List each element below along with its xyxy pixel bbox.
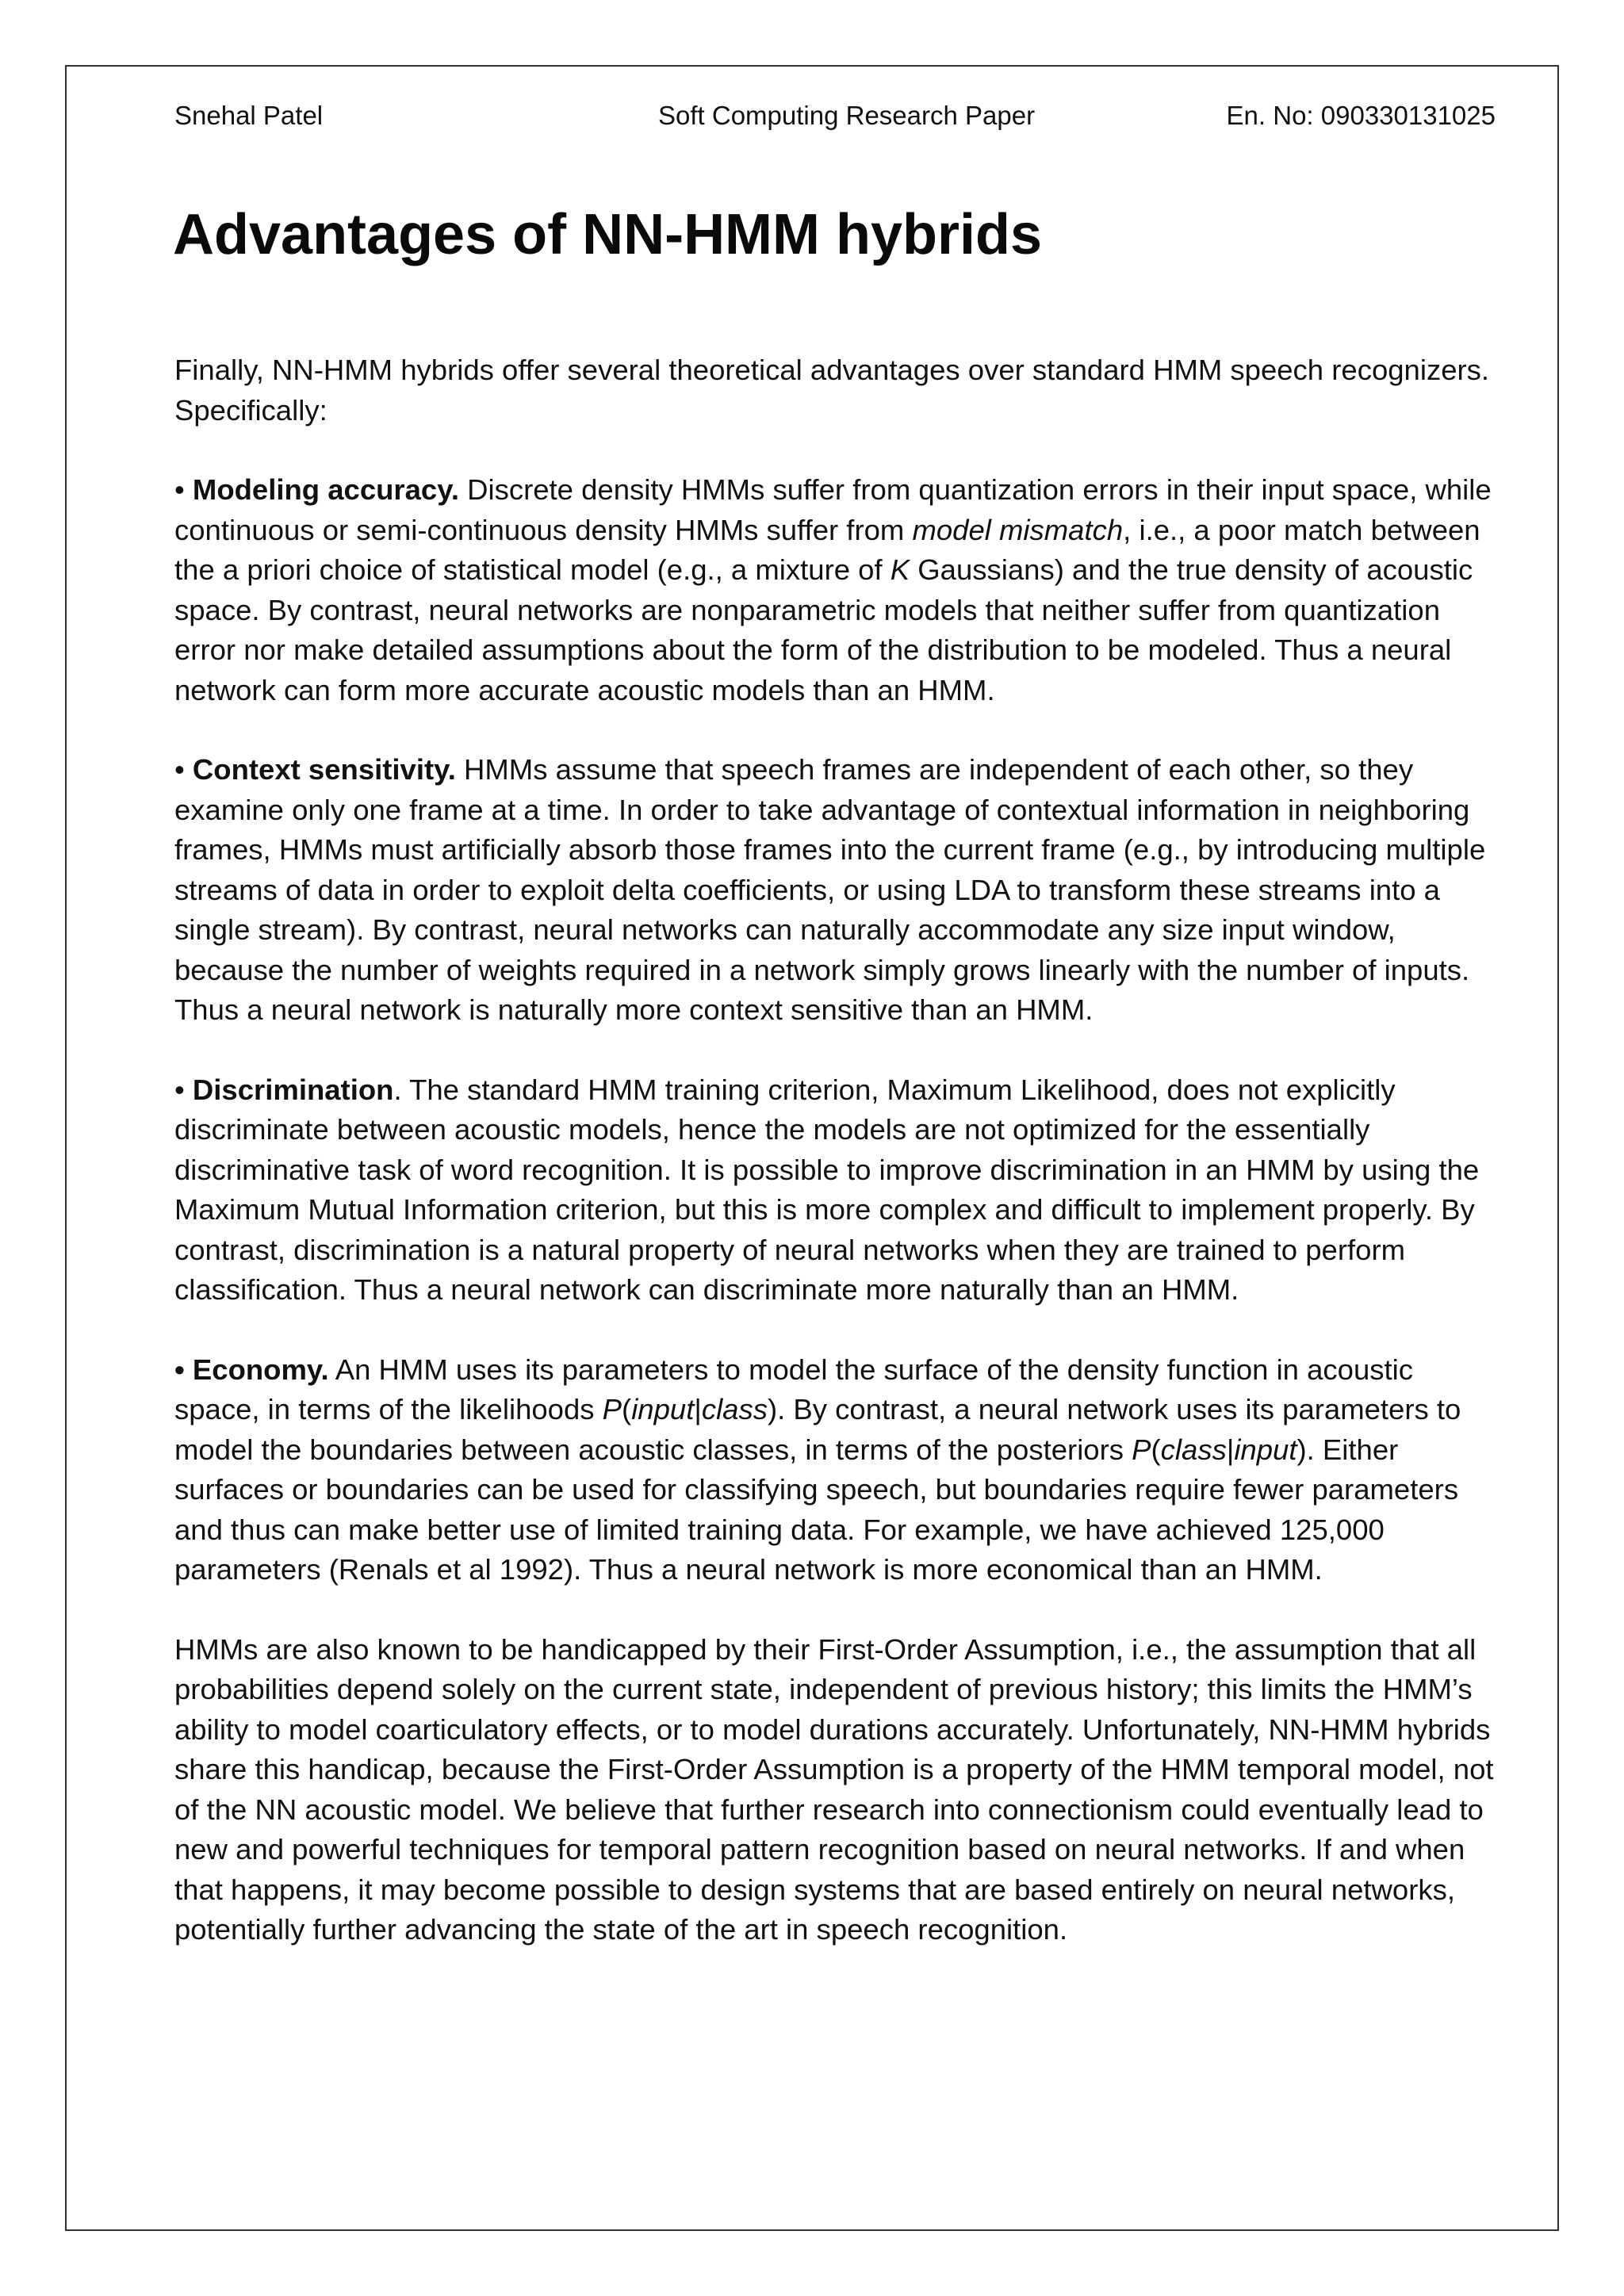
point-text: ( — [1151, 1433, 1161, 1466]
emphasis: model mismatch — [912, 513, 1124, 546]
conclusion-paragraph: HMMs are also known to be handicapped by their First-Order Assumption, i.e., the assumption that all probabilities depend solely on the current state, independent of previous history; this limits the HMM’s ability to model coarticulatory effects, or to model durations accurately. Unfortunately, NN-HMM hybrids share this handicap, because the First-Order Assumption is a property of the HMM temporal model, not of the NN acoustic model. We believe that further research into connectionism could eventually lead to new and powerful techniques for temporal pattern recognition based on neural networks. If and when that happens, it may become possible to design systems that are based entirely on neural networks, potentially further advancing the state of the art in speech recognition. — [174, 1632, 1494, 1946]
bullet: • — [174, 1073, 193, 1106]
emphasis: P — [602, 1393, 622, 1425]
page-title: Advantages of NN-HMM hybrids — [173, 203, 1043, 266]
emphasis: input — [1234, 1433, 1297, 1466]
point-text: Gaussians) and the true density of acoustic space. By contrast, neural networks are nonparametric models that neither suffer from quantization error nor make detailed assumptions about the form of the distribution to be modeled. Thus a neural network can form more accurate acoustic models than an HMM. — [174, 553, 1473, 706]
point-modeling-accuracy — [174, 470, 1497, 710]
bullet: • — [174, 473, 193, 506]
point-heading: Discrimination — [192, 1073, 394, 1106]
point-heading: • Economy. — [174, 1353, 329, 1386]
emphasis: K — [890, 553, 910, 586]
point-text: An HMM uses its parameters to model the surface of the density function in acoustic space, in terms of the likelihoods — [174, 1353, 1414, 1425]
point-text: , i.e., a poor match between the a priori choice of statistical model (e.g., a mixture of — [174, 513, 1480, 586]
document-body — [174, 350, 1497, 1990]
point-heading: Context sensitivity. — [192, 753, 456, 786]
point-text: ( — [622, 1393, 632, 1425]
point-text: ). Either surfaces or boundaries can be used for classifying speech, but boundaries require fewer parameters and thus can make better use of limited training data. For example, we have achieved 125,000 parameters (Renals et al 1992). Thus a neural network is more economical than an HMM. — [174, 1433, 1459, 1586]
point-economy — [174, 1350, 1497, 1590]
page-header — [174, 97, 1496, 135]
point-heading: Modeling accuracy. — [192, 473, 459, 506]
intro-paragraph: Finally, NN-HMM hybrids offer several theoretical advantages over standard HMM speech recognizers. Specifically: — [174, 354, 1490, 427]
point-text: | — [1226, 1433, 1235, 1466]
point-text: HMMs assume that speech frames are independent of each other, so they examine only one frame at a time. In order to take advantage of contextual information in neighboring frames, HMMs must artificially absorb those frames into the current frame (e.g., by introducing multiple streams of data in order to exploit delta coefficients, or using LDA to transform these streams into a single stream). By contrast, neural networks can naturally accommodate any size input window, because the number of weights required in a network simply grows linearly with the number of inputs. Thus a neural network is naturally more context sensitive than an HMM. — [174, 753, 1486, 1026]
emphasis: input — [631, 1393, 695, 1425]
point-text: Discrete density HMMs suffer from quantization errors in their input space, while continuous or semi-continuous density HMMs suffer from — [174, 473, 1492, 546]
point-text: | — [694, 1393, 702, 1425]
header-enrollment: En. No: 090330131025 — [1226, 101, 1496, 130]
emphasis: class — [1160, 1433, 1227, 1466]
bullet: • — [174, 753, 193, 786]
header-subject: Soft Computing Research Paper — [658, 101, 1036, 130]
point-text: . The standard HMM training criterion, Maximum Likelihood, does not explicitly discriminate between acoustic models, hence the models are not optimized for the essentially discriminative task of word recognition. It is possible to improve discrimination in an HMM by using the Maximum Mutual Information criterion, but this is more complex and difficult to implement properly. By contrast, discrimination is a natural property of neural networks when they are trained to perform classification. Thus a neural network can discriminate more naturally than an HMM. — [174, 1073, 1480, 1306]
emphasis: P — [1132, 1433, 1151, 1466]
point-text: ). By contrast, a neural network uses its parameters to model the boundaries between acoustic classes, in terms of the posteriors — [174, 1393, 1461, 1466]
emphasis: class — [701, 1393, 768, 1425]
header-author: Snehal Patel — [174, 101, 324, 130]
point-context-sensitivity — [174, 750, 1497, 1031]
point-discrimination — [174, 1070, 1497, 1311]
